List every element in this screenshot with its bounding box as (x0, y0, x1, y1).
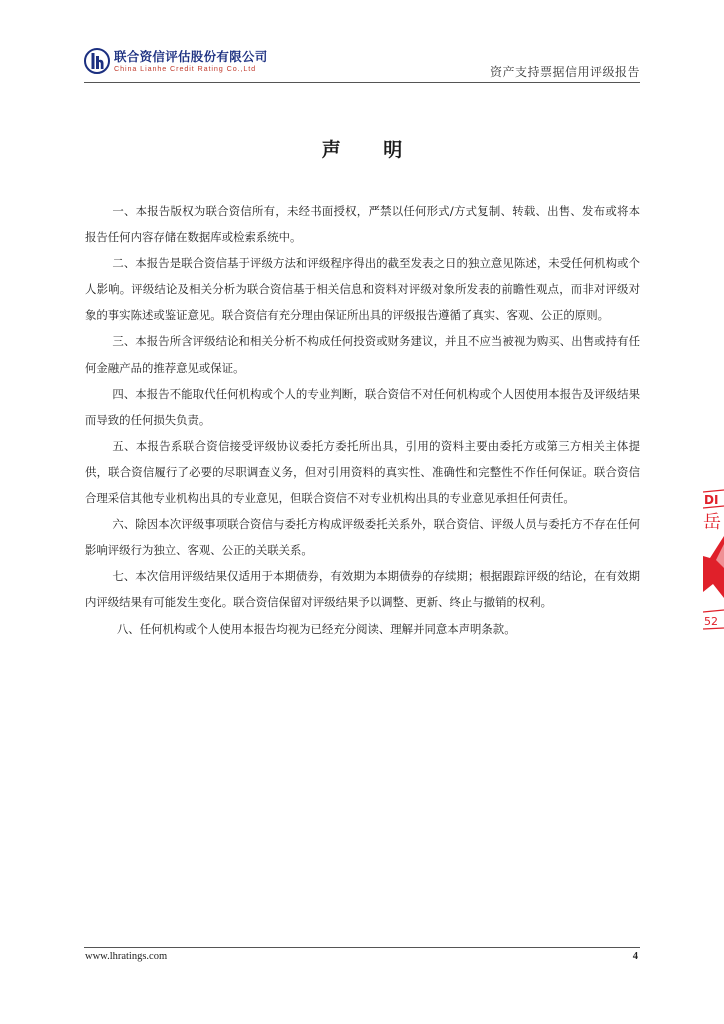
red-seal-stamp (703, 488, 724, 634)
declaration-paragraph-1: 一、本报告版权为联合资信所有，未经书面授权，严禁以任何形式/方式复制、转载、出售、发布或将本报告任何内容存储在数据库或检索系统中。 (85, 204, 640, 245)
header-divider (84, 82, 640, 83)
declaration-paragraph-6: 六、除因本次评级事项联合资信与委托方构成评级委托关系外，联合资信、评级人员与委托方不存在任何影响评级行为独立、客观、公正的关联关系。 (85, 517, 640, 558)
declaration-paragraph-4: 四、本报告不能取代任何机构或个人的专业判断，联合资信不对任何机构或个人因使用本报告及评级结果而导致的任何损失负责。 (85, 386, 640, 427)
report-type-label: 资产支持票据信用评级报告 (489, 65, 640, 79)
seal-text-mid: 岳 (703, 512, 721, 533)
seal-stamp-icon (703, 488, 724, 634)
page-header (84, 40, 640, 82)
seal-text-top: DI (704, 493, 719, 507)
company-name-en: China Lianhe Credit Rating Co.,Ltd (114, 63, 257, 73)
declaration-body (85, 198, 640, 642)
page-number: 4 (632, 951, 638, 962)
declaration-paragraph-5: 五、本报告系联合资信接受评级协议委托方委托所出具，引用的资料主要由委托方或第三方相关主体提供，联合资信履行了必要的尽职调查义务，但对引用资料的真实性、准确性和完整性不作任何保证。联合资信合理采信其他专业机构出具的专业意见，但联合资信不对专业机构出具的专业意见承担任何责任。 (85, 438, 640, 506)
declaration-paragraph-8: 八、任何机构或个人使用本报告均视为已经充分阅读、理解并同意本声明条款。 (116, 621, 516, 636)
declaration-paragraph-2: 二、本报告是联合资信基于评级方法和评级程序得出的截至发表之日的独立意见陈述，未受任何机构或个人影响。评级结论及相关分析为联合资信基于相关信息和资料对评级对象所发表的前瞻性观点，而非对评级对象的事实陈述或鉴证意见。联合资信有充分理由保证所出具的评级报告遵循了真实、客观、公正的原则。 (85, 256, 640, 323)
seal-text-bottom: 52 (704, 615, 718, 628)
company-logo (84, 48, 268, 74)
footer-divider (84, 947, 640, 948)
footer-website-link[interactable]: www.lhratings.com (85, 951, 168, 962)
page-title: 声 明 (321, 139, 421, 161)
company-name-cn: 联合资信评估股份有限公司 (114, 48, 268, 64)
declaration-paragraph-3: 三、本报告所含评级结论和相关分析不构成任何投资或财务建议，并且不应当被视为购买、出售或持有任何金融产品的推荐意见或保证。 (85, 334, 640, 375)
declaration-paragraph-7: 七、本次信用评级结果仅适用于本期债券，有效期为本期债券的存续期；根据跟踪评级的结论，在有效期内评级结果有可能发生变化。联合资信保留对评级结果予以调整、更新、终止与撤销的权利。 (85, 569, 640, 610)
lianhe-logo-icon (84, 48, 110, 74)
